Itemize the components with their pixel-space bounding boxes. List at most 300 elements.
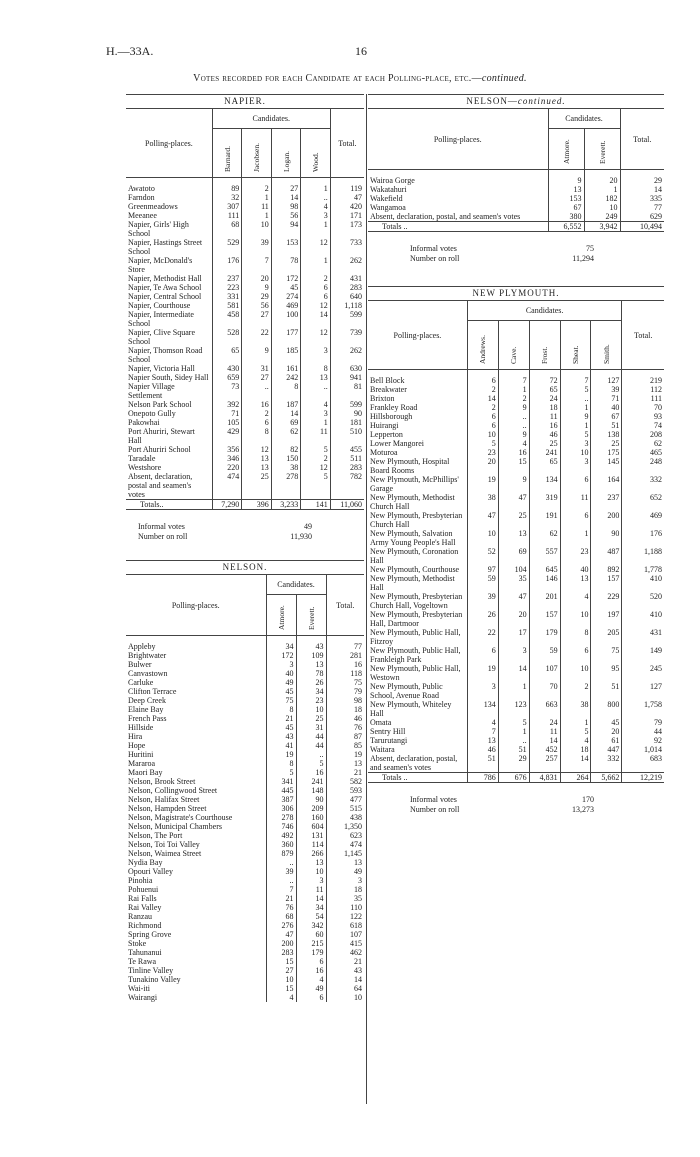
vote-count: 1	[584, 185, 620, 194]
vote-count: 257	[529, 754, 560, 773]
row-total: 21	[326, 957, 364, 966]
vote-count: 12	[301, 238, 330, 256]
vote-count: 4	[266, 993, 296, 1002]
vote-count: 10	[560, 610, 591, 628]
row-total: 181	[330, 418, 364, 427]
vote-count: 67	[548, 203, 584, 212]
new-plymouth-section	[368, 286, 664, 815]
vote-count: 25	[591, 439, 622, 448]
vote-count: 43	[266, 732, 296, 741]
row-total: 248	[622, 457, 664, 475]
informal-row	[136, 522, 314, 532]
row-total: 98	[326, 696, 364, 705]
table-body	[368, 370, 664, 783]
row-total: 623	[326, 831, 364, 840]
vote-count: 47	[467, 511, 498, 529]
header-row	[126, 575, 364, 595]
vote-count: 1	[560, 403, 591, 412]
vote-count: 201	[529, 592, 560, 610]
vote-count: 10	[242, 220, 271, 238]
section-title	[126, 95, 364, 109]
polling-place: Canvastown	[128, 669, 168, 678]
table-row	[126, 741, 364, 750]
polling-place: Napier, Te Awa School	[128, 283, 202, 292]
table-row	[126, 472, 364, 500]
table-row	[126, 364, 364, 373]
table-row	[368, 475, 664, 493]
vote-count: 22	[242, 328, 271, 346]
polling-place: Sentry Hill	[370, 727, 406, 736]
section-title-text: NELSON.	[222, 562, 268, 572]
vote-count: 31	[296, 723, 326, 732]
vote-count: 12	[301, 301, 330, 310]
vote-count: 19	[467, 664, 498, 682]
row-total: 81	[330, 382, 364, 400]
table-row	[126, 220, 364, 238]
polling-places-header: Polling-places.	[126, 575, 266, 636]
polling-place: Napier, Hastings Street School	[128, 238, 203, 256]
vote-count: ..	[301, 193, 330, 202]
row-total: 733	[330, 238, 364, 256]
row-total: 219	[622, 370, 664, 386]
vote-count: ..	[498, 412, 529, 421]
polling-place: Napier, Clive Square School	[128, 328, 195, 346]
polling-place: Meeanee	[128, 211, 157, 220]
vote-count: 332	[591, 754, 622, 773]
roll-row	[136, 532, 314, 542]
vote-count: 6	[560, 475, 591, 493]
vote-count: 68	[212, 220, 241, 238]
polling-place: Nelson, The Port	[128, 831, 183, 840]
polling-place: Nelson, Collingwood Street	[128, 786, 218, 795]
vote-count: 157	[529, 610, 560, 628]
totals-value: 12,219	[622, 773, 664, 783]
section-title	[368, 95, 664, 109]
vote-count: 40	[591, 403, 622, 412]
table-row	[126, 849, 364, 858]
polling-place: Clifton Terrace	[128, 687, 177, 696]
vote-count: 205	[591, 628, 622, 646]
row-total: 431	[330, 274, 364, 283]
vote-count: 209	[296, 804, 326, 813]
row-total: 739	[330, 328, 364, 346]
informal-row	[408, 244, 596, 254]
candidate-name	[301, 129, 330, 178]
table-head	[126, 95, 364, 178]
vote-count: 7	[266, 885, 296, 894]
vote-count: 18	[560, 745, 591, 754]
vote-count: 10	[266, 975, 296, 984]
vote-count: 12	[301, 463, 330, 472]
vote-count: ..	[266, 876, 296, 885]
row-total: 127	[622, 682, 664, 700]
row-total: 171	[330, 211, 364, 220]
row-total: 262	[330, 256, 364, 274]
row-total: 173	[330, 220, 364, 238]
polling-place: Farndon	[128, 193, 155, 202]
informal-table	[408, 244, 596, 264]
vote-count: 2	[242, 409, 271, 418]
table-row	[368, 664, 664, 682]
vote-count: 9	[242, 283, 271, 292]
vote-count: 11	[242, 202, 271, 211]
table-row	[368, 565, 664, 574]
vote-count: 61	[591, 736, 622, 745]
table-row	[126, 283, 364, 292]
table-row	[126, 903, 364, 912]
polling-place: Hira	[128, 732, 143, 741]
candidate-name-text: Logan.	[281, 150, 291, 172]
vote-count: 659	[212, 373, 241, 382]
vote-count: 148	[296, 786, 326, 795]
candidate-name-text: Cave.	[509, 346, 519, 364]
vote-count: 879	[266, 849, 296, 858]
row-total: 629	[620, 212, 664, 222]
row-total: 14	[326, 975, 364, 984]
vote-count: 191	[529, 511, 560, 529]
vote-count: 3	[560, 457, 591, 475]
polling-place: Huirangi	[370, 421, 399, 430]
table-row	[368, 170, 664, 186]
vote-count: 237	[212, 274, 241, 283]
totals-row	[368, 222, 664, 232]
total-header: Total.	[622, 301, 664, 370]
vote-count: 283	[266, 948, 296, 957]
vote-count: 387	[266, 795, 296, 804]
row-total: 44	[622, 727, 664, 736]
vote-count: 17	[498, 628, 529, 646]
vote-count: 5	[498, 718, 529, 727]
vote-count: 14	[467, 394, 498, 403]
table-row	[126, 876, 364, 885]
vote-count: 4	[301, 400, 330, 409]
candidate-name	[584, 129, 620, 170]
vote-count: 474	[212, 472, 241, 500]
polling-place: Tahunanui	[128, 948, 162, 957]
vote-count: 7	[467, 727, 498, 736]
vote-count: 16	[296, 768, 326, 777]
vote-count: 5	[467, 439, 498, 448]
row-total: 43	[326, 966, 364, 975]
vote-count: 89	[212, 178, 241, 194]
vote-count: 3	[266, 660, 296, 669]
table-row	[368, 529, 664, 547]
vote-count: 4	[560, 592, 591, 610]
informal-table	[408, 795, 596, 815]
vote-count: 13	[296, 858, 326, 867]
table-row	[126, 786, 364, 795]
row-total: 462	[326, 948, 364, 957]
totals-label: Totals ..	[368, 222, 548, 232]
table-row	[126, 957, 364, 966]
vote-count: 6	[467, 646, 498, 664]
polling-place: Nelson, Municipal Chambers	[128, 822, 222, 831]
section-title-text: NAPIER.	[224, 96, 266, 106]
row-total: 431	[622, 628, 664, 646]
vote-count: 2	[301, 274, 330, 283]
table-row	[368, 547, 664, 565]
polling-place: Wangamoa	[370, 203, 406, 212]
roll-value: 13,273	[572, 805, 594, 814]
table-row	[126, 894, 364, 903]
new_plymouth-table	[368, 286, 664, 783]
polling-place: Napier, Victoria Hall	[128, 364, 195, 373]
polling-place: Bell Block	[370, 376, 405, 385]
polling-place: Nydia Bay	[128, 858, 163, 867]
total-header: Total.	[330, 109, 364, 178]
row-total: 1,778	[622, 565, 664, 574]
row-total: 13	[326, 759, 364, 768]
polling-place: New Plymouth, Salvation Army Young People's Hall	[370, 529, 456, 547]
polling-place: Napier Village Settlement	[128, 382, 175, 400]
vote-count: 1	[301, 178, 330, 194]
totals-value: 10,494	[620, 222, 664, 232]
vote-count: 14	[301, 310, 330, 328]
vote-count: 60	[296, 930, 326, 939]
vote-count: 307	[212, 202, 241, 211]
row-total: 599	[330, 310, 364, 328]
vote-count: 11	[529, 412, 560, 421]
candidate-name	[242, 129, 271, 178]
vote-count: 13	[548, 185, 584, 194]
table-row	[126, 696, 364, 705]
vote-count: 11	[296, 885, 326, 894]
candidate-name	[591, 321, 622, 370]
vote-count: 47	[498, 592, 529, 610]
vote-count: 21	[266, 714, 296, 723]
vote-count: 24	[529, 718, 560, 727]
table-row	[126, 831, 364, 840]
vote-count: 10	[560, 448, 591, 457]
table-row	[368, 403, 664, 412]
vote-count: 10	[296, 705, 326, 714]
vote-count: 8	[271, 382, 300, 400]
polling-place: New Plymouth, Presbyterian Church Hall	[370, 511, 463, 529]
table-row	[368, 493, 664, 511]
polling-place: Rai Falls	[128, 894, 157, 903]
vote-count: 12	[242, 445, 271, 454]
table-row	[368, 718, 664, 727]
roll-row	[408, 805, 596, 815]
vote-count: 45	[266, 723, 296, 732]
table-row	[126, 274, 364, 283]
vote-count: 6	[301, 283, 330, 292]
row-total: 515	[326, 804, 364, 813]
vote-count: 7	[498, 370, 529, 386]
vote-count: 14	[560, 754, 591, 773]
polling-place: Frankley Road	[370, 403, 418, 412]
table-row	[368, 448, 664, 457]
table-row	[126, 723, 364, 732]
table-row	[368, 185, 664, 194]
row-total: 77	[326, 636, 364, 652]
candidate-name	[548, 129, 584, 170]
left-column	[126, 94, 364, 1002]
vote-count: 16	[529, 421, 560, 430]
totals-value: 3,233	[271, 500, 300, 510]
polling-place: Rai Valley	[128, 903, 162, 912]
vote-count: 23	[296, 696, 326, 705]
vote-count: 3	[498, 646, 529, 664]
table-row	[126, 921, 364, 930]
polling-place: New Plymouth, Public School, Avenue Road	[370, 682, 443, 700]
vote-count: 306	[266, 804, 296, 813]
table-row	[126, 867, 364, 876]
vote-count: 7	[560, 370, 591, 386]
page-header	[106, 44, 616, 60]
table-row	[126, 328, 364, 346]
vote-count: 13	[467, 736, 498, 745]
vote-count: 59	[529, 646, 560, 664]
vote-count: 72	[529, 370, 560, 386]
vote-count: 39	[266, 867, 296, 876]
table-row	[126, 409, 364, 418]
header-row	[126, 109, 364, 129]
row-total: 262	[330, 346, 364, 364]
row-total: 176	[622, 529, 664, 547]
polling-place: Onepoto Gully	[128, 409, 176, 418]
vote-count: 278	[271, 472, 300, 500]
vote-count: 13	[498, 529, 529, 547]
vote-count: 62	[529, 529, 560, 547]
row-total: 410	[622, 574, 664, 592]
vote-count: 146	[529, 574, 560, 592]
vote-count: 70	[529, 682, 560, 700]
table-row	[126, 202, 364, 211]
napier-table	[126, 94, 364, 510]
row-total: 599	[330, 400, 364, 409]
totals-row	[368, 773, 664, 783]
table-row	[126, 193, 364, 202]
table-row	[368, 736, 664, 745]
vote-count: 39	[591, 385, 622, 394]
row-total: 75	[326, 678, 364, 687]
vote-count: 40	[560, 565, 591, 574]
table-row	[126, 984, 364, 993]
totals-value: 4,831	[529, 773, 560, 783]
polling-place: Awatoto	[128, 184, 155, 193]
polling-place: Lower Mangorei	[370, 439, 424, 448]
table-row	[126, 445, 364, 454]
vote-count: 2	[301, 454, 330, 463]
table-row	[126, 400, 364, 409]
table-row	[368, 646, 664, 664]
row-total: 245	[622, 664, 664, 682]
row-total: 1,014	[622, 745, 664, 754]
table-head	[368, 287, 664, 370]
table-row	[368, 745, 664, 754]
vote-count: 19	[467, 475, 498, 493]
table-row	[126, 687, 364, 696]
table-row	[126, 678, 364, 687]
polling-place: Hillsborough	[370, 412, 413, 421]
totals-value: 3,942	[584, 222, 620, 232]
candidate-name	[498, 321, 529, 370]
table-row	[126, 993, 364, 1002]
table-row	[126, 301, 364, 310]
vote-count: 2	[560, 682, 591, 700]
vote-count: 51	[498, 745, 529, 754]
polling-place: Napier, Methodist Hall	[128, 274, 202, 283]
totals-value: 6,552	[548, 222, 584, 232]
vote-count: 200	[266, 939, 296, 948]
vote-count: 45	[591, 718, 622, 727]
polling-place: Ranzau	[128, 912, 152, 921]
roll-label: Number on roll	[138, 532, 188, 541]
candidate-name-text: Frost.	[540, 346, 550, 364]
row-total: 510	[330, 427, 364, 445]
vote-count: 98	[271, 202, 300, 211]
row-total: 1,758	[622, 700, 664, 718]
vote-count: 44	[296, 741, 326, 750]
vote-count: 6	[296, 957, 326, 966]
vote-count: 161	[271, 364, 300, 373]
row-total: 79	[622, 718, 664, 727]
vote-count: 20	[498, 610, 529, 628]
vote-count: 20	[591, 727, 622, 736]
vote-count: 11	[301, 427, 330, 445]
vote-count: 51	[591, 682, 622, 700]
polling-place: Wakefield	[370, 194, 403, 203]
polling-place: Breakwater	[370, 385, 407, 394]
row-total: 49	[326, 867, 364, 876]
informal-value: 75	[586, 244, 594, 253]
section-title-text: NEW PLYMOUTH.	[472, 288, 560, 298]
vote-count: 65	[529, 385, 560, 394]
vote-count: 138	[591, 430, 622, 439]
vote-count: 34	[296, 903, 326, 912]
row-total: 77	[620, 203, 664, 212]
totals-value: 7,290	[212, 500, 241, 510]
vote-count: 54	[296, 912, 326, 921]
polling-place: New Plymouth, Courthouse	[370, 565, 460, 574]
table-row	[126, 454, 364, 463]
column-divider	[366, 94, 367, 1104]
table-row	[368, 457, 664, 475]
polling-place: New Plymouth, McPhillips' Garage	[370, 475, 459, 493]
section-title	[368, 287, 664, 301]
roll-value: 11,294	[572, 254, 594, 263]
vote-count: 38	[560, 700, 591, 718]
candidate-name	[467, 321, 498, 370]
vote-count: 25	[498, 511, 529, 529]
table-row	[126, 966, 364, 975]
polling-place: Stoke	[128, 939, 147, 948]
title-row	[368, 287, 664, 301]
table-row	[126, 795, 364, 804]
vote-count: 90	[296, 795, 326, 804]
polling-place: Wairoa Gorge	[370, 176, 415, 185]
row-total: 70	[622, 403, 664, 412]
row-total: 62	[622, 439, 664, 448]
row-total: 582	[326, 777, 364, 786]
vote-count: 6	[467, 370, 498, 386]
table-row	[368, 421, 664, 430]
vote-count: ..	[296, 750, 326, 759]
table-row	[126, 714, 364, 723]
vote-count: 160	[296, 813, 326, 822]
polling-place: Nelson, Hampden Street	[128, 804, 207, 813]
table-row	[126, 660, 364, 669]
vote-count: ..	[266, 858, 296, 867]
row-total: 782	[330, 472, 364, 500]
vote-count: 153	[548, 194, 584, 203]
vote-count: 38	[271, 463, 300, 472]
vote-count: 5	[560, 385, 591, 394]
vote-count: 8	[301, 364, 330, 373]
vote-count: 14	[498, 664, 529, 682]
page-number: 16	[355, 44, 367, 58]
